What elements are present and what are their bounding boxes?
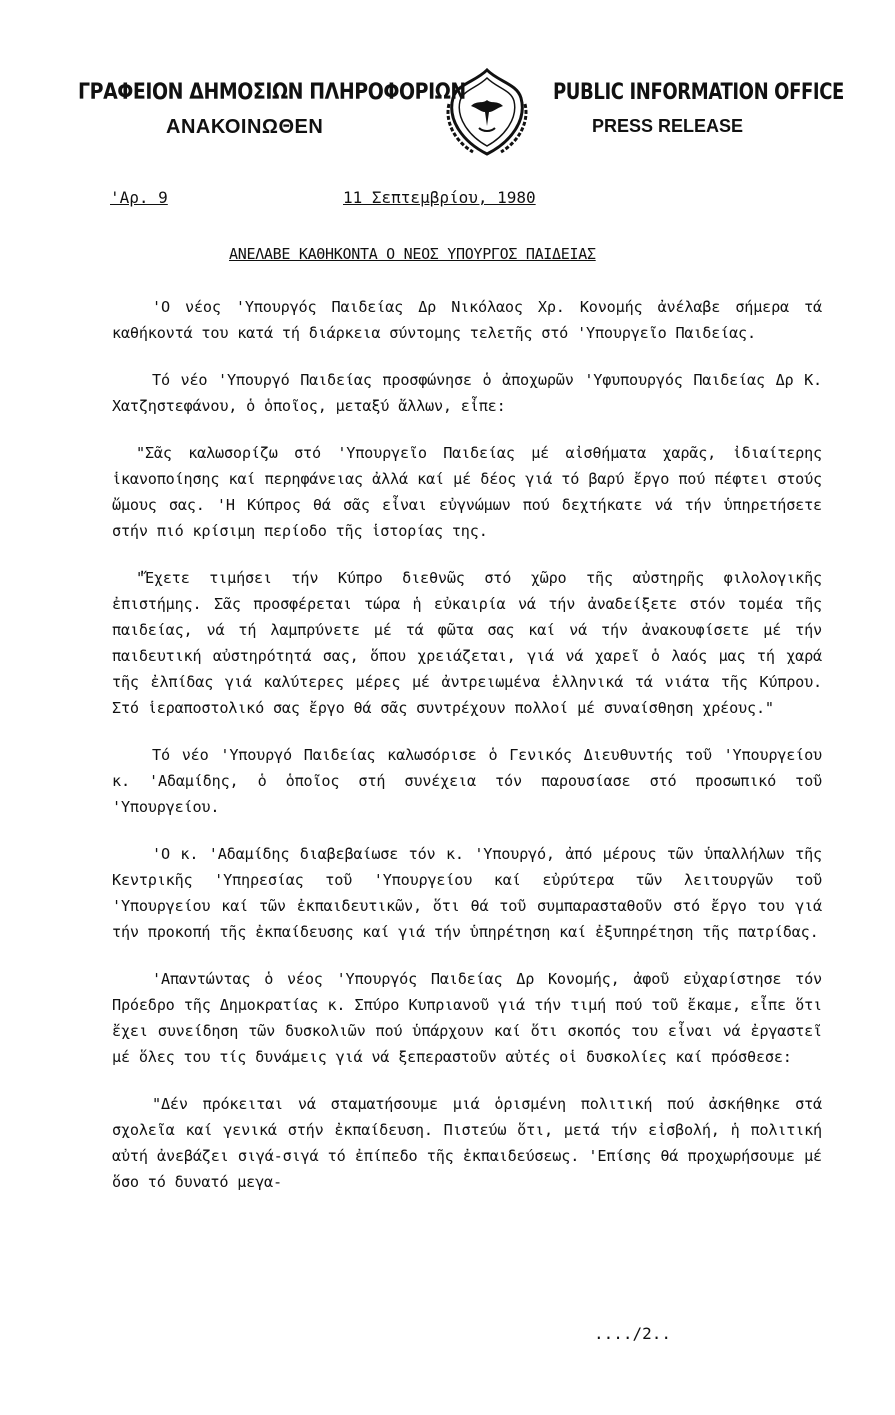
paragraph-4: "Ἔχετε τιμήσει τήν Κύπρο διεθνῶς στό χῶρο τῆς αὐστηρῆς φιλολογικῆς ἐπιστήμης. Σᾶς προσφέρεται τώρα ἡ εὐκαιρία νά τήν ἀναδείξετε στόν τομέα τῆς παιδείας, νά τή λαμπρύνετε μέ τά φῶτα σας καί νά τήν ἀνακουφίσετε μέ τήν παιδευτική αὐστηρότητά σας, ὅπου χρειάζεται, γιά νά χαρεῖ ὁ λαός μας τή χαρά τῆς ἐλπίδας γιά καλύτερες μέρες μέ ἀντρειωμένα ἑλληνικά τά νιάτα τῆς Κύπρου. Στό ἱεραποστολικό σας ἔργο θά σᾶς συντρέχουν πολλοί μέ συναίσθηση χρέους." — [112, 569, 822, 717]
english-release-label: PRESS RELEASE — [592, 116, 744, 136]
paragraph-8: "Δέν πρόκειται νά σταματήσουμε μιά ὁρισμένη πολιτική πού ἀσκήθηκε στά σχολεῖα καί γενικά στήν ἐκπαίδευση. Πιστεύω ὅτι, μετά τήν εἰσβολή, ἡ πολιτική αὐτή ἀνεβάζει σιγά-σιγά τό ἐπίπεδο τῆς ἐκπαιδεύσεως. 'Επίσης θά προχωρήσουμε μέ ὅσο τό δυνατό μεγα- — [112, 1095, 822, 1191]
english-office-title: PUBLIC INFORMATION OFFICE — [553, 80, 844, 105]
paragraph-5: Τό νέο 'Υπουργό Παιδείας καλωσόρισε ὁ Γενικός Διευθυντής τοῦ 'Υπουργείου κ. 'Αδαμίδης, ὁ ὁποῖος στή συνέχεια τόν παρουσίασε στό προσωπικό τοῦ 'Υπουργείου. — [112, 746, 822, 816]
greek-office-title: ΓΡΑΦΕΙΟΝ ΔΗΜΟΣΙΩΝ ΠΛΗΡΟΦΟΡΙΩΝ — [78, 80, 466, 105]
paragraph-7: 'Απαντώντας ὁ νέος 'Υπουργός Παιδείας Δρ Κονομής, ἀφοῦ εὐχαρίστησε τόν Πρόεδρο τῆς Δημοκρατίας κ. Σπύρο Κυπριανοῦ γιά τήν τιμή πού τοῦ ἔκαμε, εἶπε ὅτι ἔχει συνείδηση τῶν δυσκολιῶν πού ὑπάρχουν καί ὅτι σκοπός του εἶναι νά ἐργαστεῖ μέ ὅλες του τίς δυνάμεις γιά νά ξεπεραστοῦν αὐτές οἱ δυσκολίες καί πρόσθεσε: — [112, 970, 822, 1066]
release-date: 11 Σεπτεμβρίου, 1980 — [343, 188, 536, 207]
page-continuation-marker: ..../2.. — [594, 1324, 672, 1343]
paragraph-6: 'Ο κ. 'Αδαμίδης διαβεβαίωσε τόν κ. 'Υπουργό, ἀπό μέρους τῶν ὑπαλλήλων τῆς Κεντρικῆς 'Υπηρεσίας τοῦ 'Υπουργείου καί εὐρύτερα τῶν λειτουργῶν τοῦ 'Υπουργείου καί τῶν ἐκπαιδευτικῶν, ὅτι θά τοῦ συμπαρασταθοῦν στό ἔργο του γιά τήν προκοπή τῆς ἐκπαίδευσης καί γιά τήν ὑπηρέτηση καί ἐξυπηρέτηση τῆς πατρίδας. — [112, 845, 822, 941]
release-body — [112, 294, 822, 1216]
paragraph-1: 'Ο νέος 'Υπουργός Παιδείας Δρ Νικόλαος Χρ. Κονομής ἀνέλαβε σήμερα τά καθήκοντά του κατά τή διάρκεια σύντομης τελετῆς στό 'Υπουργεῖο Παιδείας. — [112, 298, 822, 342]
release-number: 'Αρ. 9 — [110, 188, 168, 207]
paragraph-2: Τό νέο 'Υπουργό Παιδείας προσφώνησε ὁ ἀποχωρῶν 'Υφυπουργός Παιδείας Δρ Κ. Χατζηστεφάνου, ὁ ὁποῖος, μεταξύ ἄλλων, εἶπε: — [112, 371, 822, 415]
paragraph-3: "Σᾶς καλωσορίζω στό 'Υπουργεῖο Παιδείας μέ αἰσθήματα χαρᾶς, ἰδιαίτερης ἱκανοποίησης καί περηφάνειας ἀλλά καί μέ δέος γιά τό βαρύ ἔργο πού πέφτει στούς ὤμους σας. 'Η Κύπρος θά σᾶς εἶναι εὐγνώμων πού δεχτήκατε νά τήν ὑπηρετήσετε στήν πιό κρίσιμη περίοδο τῆς ἱστορίας της. — [112, 444, 822, 540]
cyprus-emblem-icon — [437, 60, 537, 160]
headline: ΑΝΕΛΑΒΕ ΚΑΘΗΚΟΝΤΑ Ο ΝΕΟΣ ΥΠΟΥΡΓΟΣ ΠΑΙΔΕΙΑΣ — [229, 245, 596, 263]
greek-release-label: ΑΝΑΚΟΙΝΩΘΕΝ — [166, 116, 324, 138]
